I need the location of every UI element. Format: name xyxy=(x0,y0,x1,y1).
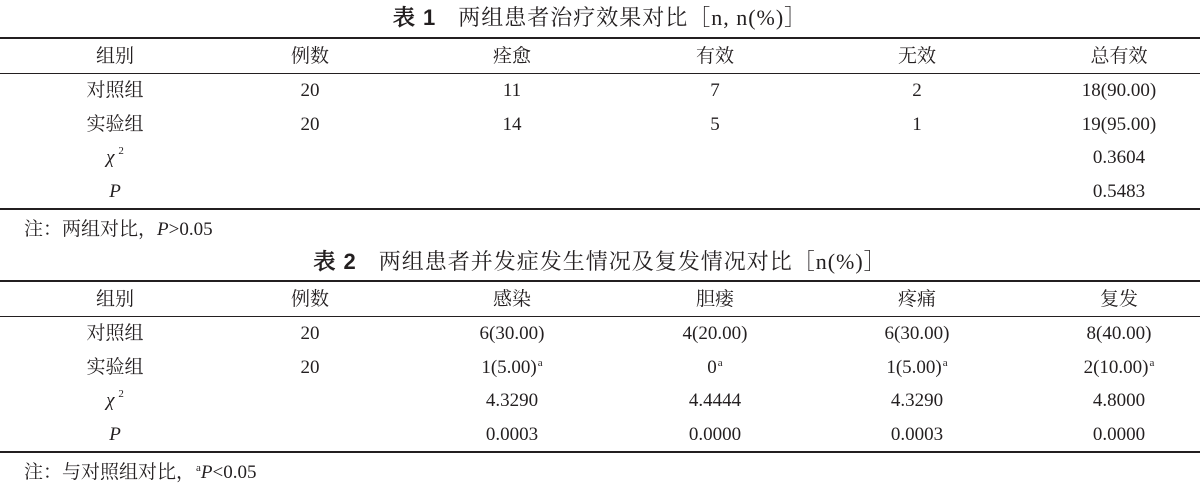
chi-superscript: 2 xyxy=(118,388,124,401)
table1-chi-square-row xyxy=(0,141,1200,175)
table1-effective-cell: 5 xyxy=(710,113,720,135)
table1-count-cell: 20 xyxy=(300,80,320,102)
table1-ineffective-cell: 2 xyxy=(912,80,922,102)
table1-count-cell: 20 xyxy=(300,113,320,135)
table2-chi-square-recurrence: 4.8000 xyxy=(1092,390,1146,412)
table1-chi-square-value: 0.3604 xyxy=(1092,147,1146,169)
table2-p-bile-leak: 0.0000 xyxy=(688,423,742,445)
table1-group-cell: 对照组 xyxy=(86,80,144,102)
table2-p-infection: 0.0003 xyxy=(485,423,539,445)
note-p-symbol: P xyxy=(157,219,169,240)
table1-header-group: 组别 xyxy=(95,45,134,67)
table1-header-count: 例数 xyxy=(290,45,329,67)
table2-group-cell: 对照组 xyxy=(86,323,144,345)
table2-infection-cell xyxy=(390,358,634,377)
significance-mark: a xyxy=(196,462,201,474)
cell-value: 0 xyxy=(707,356,717,378)
table1-total-effective-cell: 19(95.00) xyxy=(1081,113,1157,135)
table1-row-control xyxy=(0,74,1200,108)
table2-header-infection: 感染 xyxy=(492,288,531,310)
table2-header-recurrence: 复发 xyxy=(1099,288,1138,310)
table2-p-recurrence: 0.0000 xyxy=(1092,423,1146,445)
cell-value: 1(5.00) xyxy=(481,356,537,378)
table2-recurrence-cell: 8(40.00) xyxy=(1086,323,1152,345)
table2-bile-leak-cell: 4(20.00) xyxy=(682,323,748,345)
p-symbol: P xyxy=(109,423,121,445)
table1-cured-cell: 11 xyxy=(502,80,522,102)
table1-title-text: 两组患者治疗效果对比［n, n(%)］ xyxy=(458,5,808,30)
table1-p-row xyxy=(0,175,1200,209)
significance-mark: a xyxy=(717,356,723,369)
table1-header-ineffective: 无效 xyxy=(897,45,936,67)
chi-symbol: χ xyxy=(106,147,115,169)
table1-ineffective-cell: 1 xyxy=(912,113,922,135)
table2-p-pain: 0.0003 xyxy=(890,423,944,445)
table2-count-cell: 20 xyxy=(300,323,320,345)
table2-infection-cell: 6(30.00) xyxy=(479,323,545,345)
cell-value: 2(10.00) xyxy=(1083,356,1149,378)
chi-superscript: 2 xyxy=(118,145,124,158)
table2-title xyxy=(0,244,1200,280)
chi-symbol: χ xyxy=(106,390,115,412)
table2-chi-square-infection: 4.3290 xyxy=(485,390,539,412)
table1-row-experimental xyxy=(0,108,1200,142)
cell-value: 1(5.00) xyxy=(886,356,942,378)
note-prefix: 注：与对照组对比， xyxy=(24,462,196,483)
note-p-symbol: P xyxy=(200,462,213,483)
table2-header-row xyxy=(0,282,1200,317)
significance-mark: a xyxy=(1149,356,1155,369)
table2-p-row xyxy=(0,418,1200,452)
table2-p-label xyxy=(0,425,230,444)
table1-group-cell: 实验组 xyxy=(86,113,144,135)
significance-mark: a xyxy=(942,356,948,369)
table2 xyxy=(0,280,1200,453)
table2-row-experimental xyxy=(0,351,1200,385)
table1 xyxy=(0,37,1200,210)
table2-title-text: 两组患者并发症发生情况及复发情况对比［n(%)］ xyxy=(378,249,887,274)
table2-header-bile-leak: 胆瘘 xyxy=(695,288,734,310)
table2-count-cell: 20 xyxy=(300,356,320,378)
table2-bile-leak-cell xyxy=(634,358,796,377)
table2-row-control xyxy=(0,317,1200,351)
table1-total-effective-cell: 18(90.00) xyxy=(1081,80,1157,102)
note-prefix: 注：两组对比， xyxy=(24,219,158,240)
table2-pain-cell: 6(30.00) xyxy=(884,323,950,345)
table1-effective-cell: 7 xyxy=(710,80,720,102)
table2-recurrence-cell xyxy=(1038,358,1200,377)
table2-chi-square-row xyxy=(0,384,1200,418)
table2-header-count: 例数 xyxy=(290,288,329,310)
table1-header-row xyxy=(0,39,1200,74)
p-symbol: P xyxy=(109,180,121,202)
table1-p-value: 0.5483 xyxy=(1092,180,1146,202)
table2-group-cell: 实验组 xyxy=(86,356,144,378)
note-suffix: <0.05 xyxy=(212,462,257,483)
table2-chi-square-bile-leak: 4.4444 xyxy=(688,390,742,412)
significance-mark: a xyxy=(537,356,543,369)
table1-header-cured: 痊愈 xyxy=(492,45,531,67)
table1-title-label: 表 1 xyxy=(392,5,437,30)
table2-title-label: 表 2 xyxy=(313,249,357,274)
table1-chi-square-label xyxy=(0,145,230,169)
table1-header-effective: 有效 xyxy=(695,45,734,67)
table2-note xyxy=(24,453,256,493)
table1-title xyxy=(0,0,1200,36)
table1-header-total-effective: 总有效 xyxy=(1090,45,1148,67)
table2-header-pain: 疼痛 xyxy=(897,288,936,310)
table2-chi-square-pain: 4.3290 xyxy=(890,390,944,412)
table2-chi-square-label xyxy=(0,388,230,412)
table1-p-label xyxy=(0,182,230,201)
table1-cured-cell: 14 xyxy=(502,113,522,135)
note-suffix: >0.05 xyxy=(168,219,213,240)
table2-header-group: 组别 xyxy=(95,288,134,310)
table2-pain-cell xyxy=(796,358,1038,377)
